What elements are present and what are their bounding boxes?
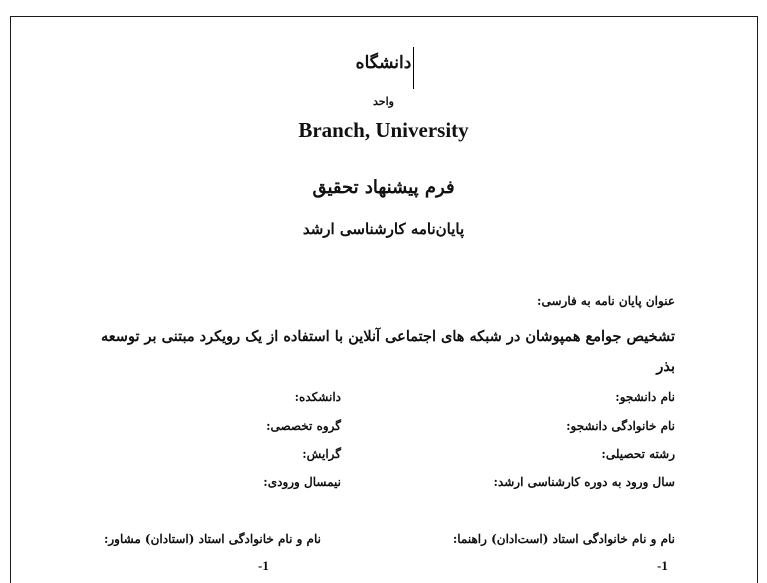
department-label: گروه تخصصی: (266, 419, 341, 433)
student-name-label: نام دانشجو: (615, 390, 675, 404)
major-label: رشته تحصیلی: (601, 447, 675, 461)
advisor-item-number: -1 (258, 558, 269, 573)
supervisor-item-number: -1 (657, 558, 668, 573)
orientation-label: گرایش: (302, 447, 341, 461)
entry-year-label: سال ورود به دوره کارشناسی ارشد: (493, 475, 675, 489)
branch-university-english: Branch, University (298, 118, 469, 142)
faculty-label: دانشکده: (294, 390, 341, 404)
form-title: فرم پیشنهاد تحقیق (312, 177, 455, 198)
thesis-title-label: عنوان پایان نامه به فارسی: (537, 294, 675, 308)
unit-label: واحد (373, 95, 394, 108)
advisor-label: نام و نام خانوادگی استاد (استادان) مشاور: (103, 532, 321, 546)
form-subtitle: پایان‌نامه کارشناسی ارشد (302, 220, 465, 238)
student-family-label: نام خانوادگی دانشجو: (566, 419, 675, 433)
entry-semester-label: نیمسال ورودی: (263, 475, 341, 489)
supervisor-label: نام و نام خانوادگی استاد (است‌ادان) راهنما: (452, 532, 675, 546)
university-title: دانشگاه (355, 53, 412, 73)
thesis-title-text: تشخیص جوامع همپوشان در شبکه های اجتماعی آنلاین با استفاده از یک رویکرد مبتنی بر توسعه بذر (101, 328, 675, 375)
